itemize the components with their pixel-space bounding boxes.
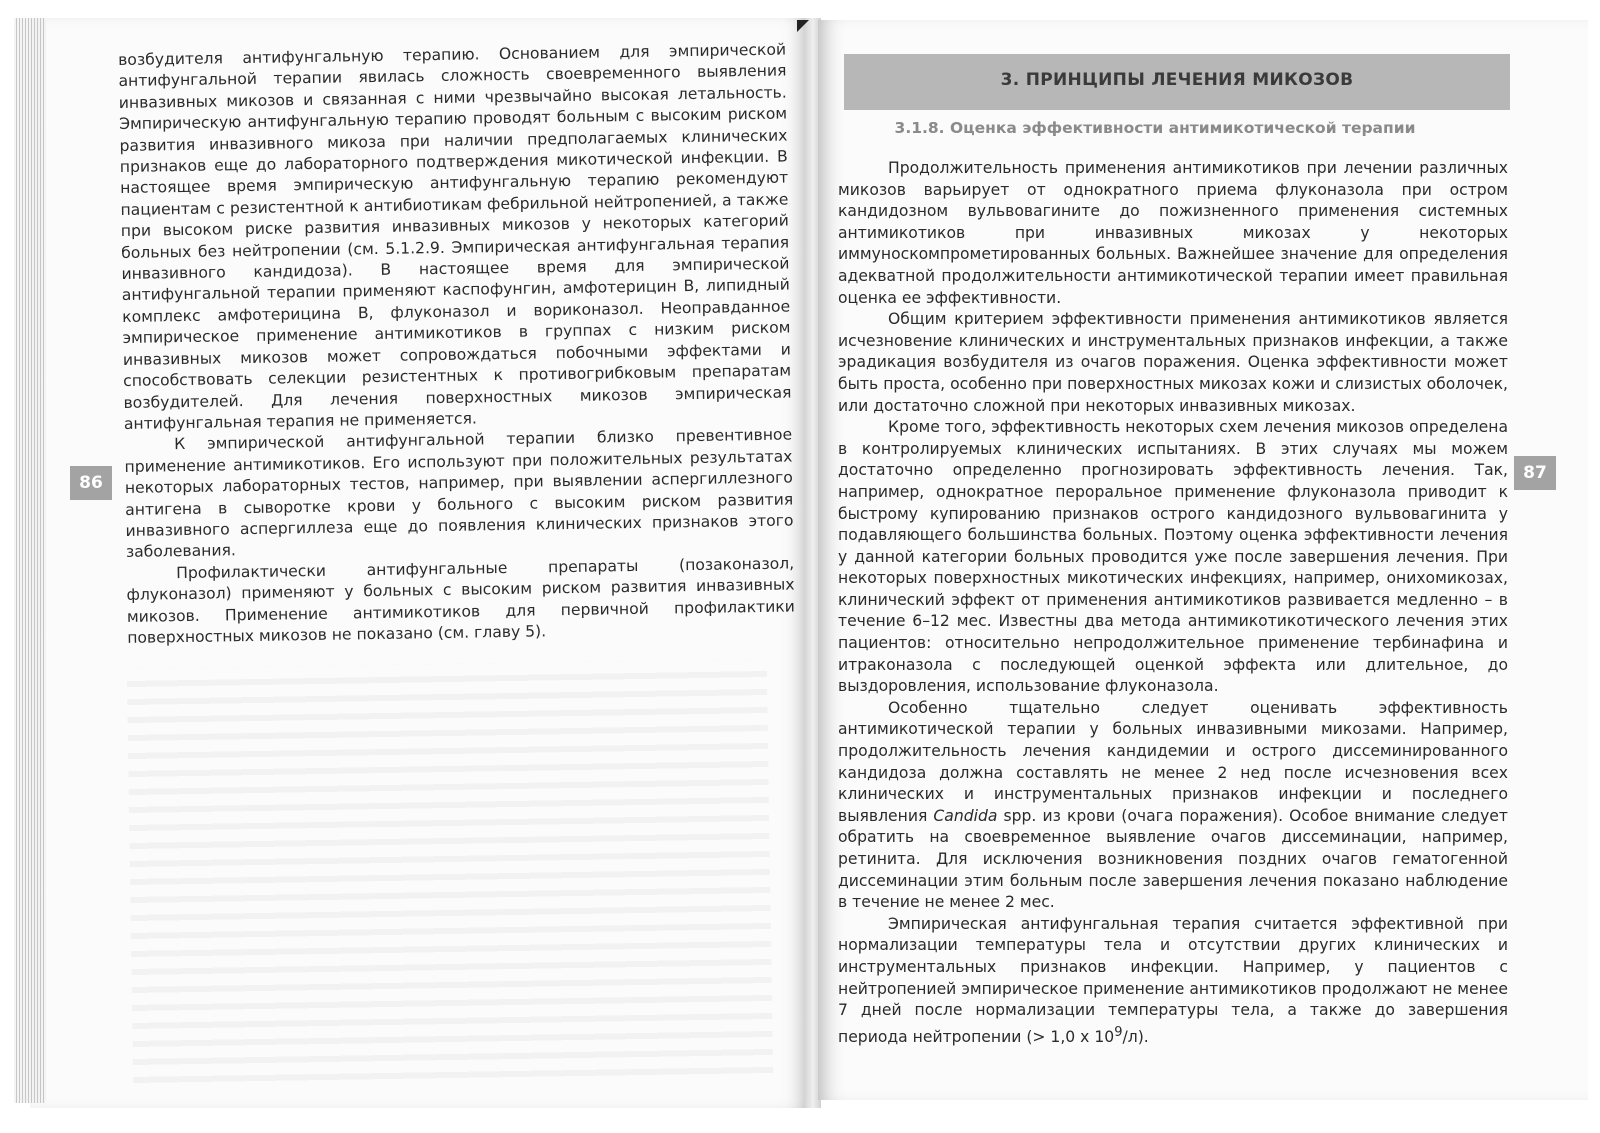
paragraph-text: Особенно тщательно следует оценивать эффективность антимикотической терапии у больных инвазивными микозами. Например, продолжительность лечения кандидемии и острого диссеминированного кандидоза должна составлять не менее 2 нед после исчезновения всех клинических и инструментальных признаков инфекции и последнего выявления [838, 698, 1508, 825]
page-number-right: 87 [1514, 456, 1556, 490]
right-paragraph-2: Общим критерием эффективности применения антимикотиков является исчезновение клинических и инструментальных признаков инфекции, а также эрадикация возбудителя из очагов поражения. Оценка эффективности может быть проста, особенно при поверхностных микозах кожи и слизистых оболочек, или достаточно сложной при некоторых инвазивных микозах. [838, 310, 1508, 415]
bleed-through-text [127, 659, 774, 1089]
page-number-left: 86 [70, 466, 112, 500]
paragraph-text: Эмпирическая антифунгальная терапия считается эффективной при нормализации температуры тела и отсутствии других клинических и инструментальных признаков инфекции. Например, у пациентов с нейтропенией эмпирическое применение антимикотиков продолжают не менее 7 дней после нормализации температуры тела, а также до завершения периода нейтропении (> 1,0 х 10 [838, 914, 1508, 1046]
left-page-text [118, 40, 795, 650]
paragraph-text: /л). [1122, 1027, 1149, 1046]
chapter-title: 3. ПРИНЦИПЫ ЛЕЧЕНИЯ МИКОЗОВ [1000, 70, 1354, 90]
right-paragraph-1: Продолжительность применения антимикотиков при лечении различных микозов варьирует от однократного приема флуконазола при остром кандидозном вульвовагините до пожизненного применения системных антимикотиков при инвазивных микозах у некоторых иммуноскомпрометированных больных. Важнейшее значение для определения адекватной продолжительности антимикотической терапии имеет правильная оценка ее эффективности. [838, 159, 1508, 307]
genus-name: Candida [933, 806, 998, 825]
page-edges [14, 18, 46, 1103]
left-paragraph-1: возбудителя антифунгальную терапию. Основанием для эмпирической антифунгальной терапии явилась сложность своевременного выявления инвазивных микозов и связанная с ними чрезвычайно высокая летальность. Эмпирическую антифунгальную терапию проводят больным с высоким риском развития инвазивного микоза при наличии предполагаемых клинических признаков еще до лабораторного подтверждения микотической инфекции. В настоящее время эмпирическую антифунгальную терапию рекомендуют пациентам с резистентной к антибиотикам фебрильной нейтропенией, а также при высоком риске развития инвазивных микозов у некоторых категорий больных без нейтропении (см. 5.1.2.9. Эмпирическая антифунгальная терапия инвазивного кандидоза). В настоящее время для эмпирической антифунгальной терапии применяют каспофунгин, амфотерицин В, липидный комплекс амфотерицина В, флуконазол и вориконазол. Неоправданное эмпирическое применение антимикотиков в группах с низким риском инвазивных микозов может сопровождаться побочными эффектами и способствовать селекции резистентных к противогрибковым препаратам возбудителей. Для лечения поверхностных микозов эмпирическая антифунгальная терапия не применяется. [118, 40, 792, 433]
paragraph-text: spp. из крови (очага поражения). Особое внимание следует обратить на своевременное выявление очагов диссеминации, например, ретинита. Для исключения возникновения поздних очагов гематогенной диссеминации этим больным после завершения лечения показано наблюдение в течение не менее 2 мес. [838, 806, 1508, 912]
left-paragraph-2: К эмпирической антифунгальной терапии близко превентивное применение антимикотиков. Его используют при положительных результатах некоторых лабораторных тестов, например, при выявлении аспергиллезного антигена в сыворотке крови у больного с высоким риском развития инвазивного аспергиллеза еще до появления клинических признаков этого заболевания. [124, 425, 794, 562]
right-paragraph-5 [838, 914, 1508, 1049]
corner-mark [797, 20, 809, 32]
section-title: 3.1.8. Оценка эффективности антимикотической терапии [894, 119, 1416, 137]
right-paragraph-4 [838, 698, 1508, 914]
left-paragraph-3: Профилактически антифунгальные препараты (позаконазол, флуконазол) применяют у больных с высоким риском развития инвазивных микозов. Применение антимикотиков для первичной профилактики поверхностных микозов не показано (см. главу 5). [126, 554, 795, 647]
right-paragraph-3: Кроме того, эффективность некоторых схем лечения микозов определена в контролируемых клинических испытаниях. В этих случаях мы можем достаточно определенно прогнозировать эффективность лечения. Так, например, однократное пероральное применение флуконазола приводит к быстрому купированию признаков острого кандидозного вульвовагинита у подавляющего большинства больных. Поэтому оценка эффективности лечения у данной категории больных проводится уже после завершения лечения. При некоторых поверхностных микотических инфекциях, например, онихомикозах, клинический эффект от применения антимикотиков развивается медленно – в течение 6–12 мес. Известны два метода антимикотикотического лечения этих пациентов: относительно непродолжительное применение тербинафина и итраконазола с последующей оценкой эффекта или длительное, до выздоровления, использование флуконазола. [838, 418, 1508, 696]
exponent: 9 [1114, 1024, 1123, 1040]
right-page-text [838, 158, 1508, 1049]
